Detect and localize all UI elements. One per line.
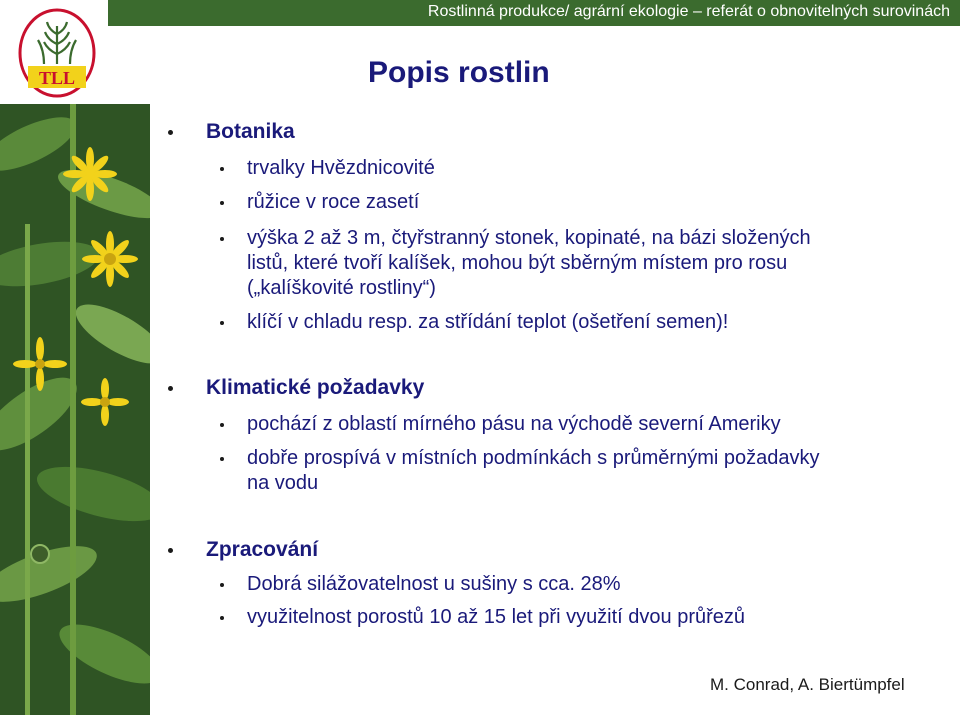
bullet-icon	[220, 423, 224, 427]
footer-authors: M. Conrad, A. Biertümpfel	[710, 675, 905, 694]
bullet-icon	[220, 201, 224, 205]
logo-text: TLL	[38, 68, 76, 88]
content: Botanika trvalky Hvězdnicovité růžice v roce zasetí výška 2 až 3 m, čtyřstranný stonek, kopinaté, na bázi složených listů, které tvoří kalíšek, mohou být sběrným místem pro rosu („kalíškovité rostliny“) klíčí v chladu resp. za střídání teplot (ošetření semen)! Klimatické požadavky pochází z oblastí mírného pásu na východě severní Ameriky dobře prospívá v místních podmínkách s průměrnými požadavky na vodu Zpracování Dobrá silážovatelnost u sušiny s cca. 28% využitelnost porostů 10 až 15 let při využití dvou průřezů	[168, 0, 948, 715]
bullet-icon	[168, 130, 173, 135]
bullet-icon	[220, 321, 224, 325]
plant-illustration-icon	[0, 104, 150, 715]
logo-box	[0, 0, 108, 104]
tll-logo-icon	[18, 8, 96, 98]
bullet-icon	[220, 616, 224, 620]
bullet-icon	[220, 237, 224, 241]
bullet-icon	[220, 583, 224, 587]
page-title: Popis rostlin	[368, 56, 550, 89]
bullet-icon	[220, 167, 224, 171]
bullet-icon	[168, 548, 173, 553]
header-subtitle: Rostlinná produkce/ agrární ekologie – referát o obnovitelných surovinách	[427, 3, 950, 20]
bullet-icon	[168, 386, 173, 391]
plant-photo	[0, 104, 150, 715]
bullet-icon	[220, 457, 224, 461]
